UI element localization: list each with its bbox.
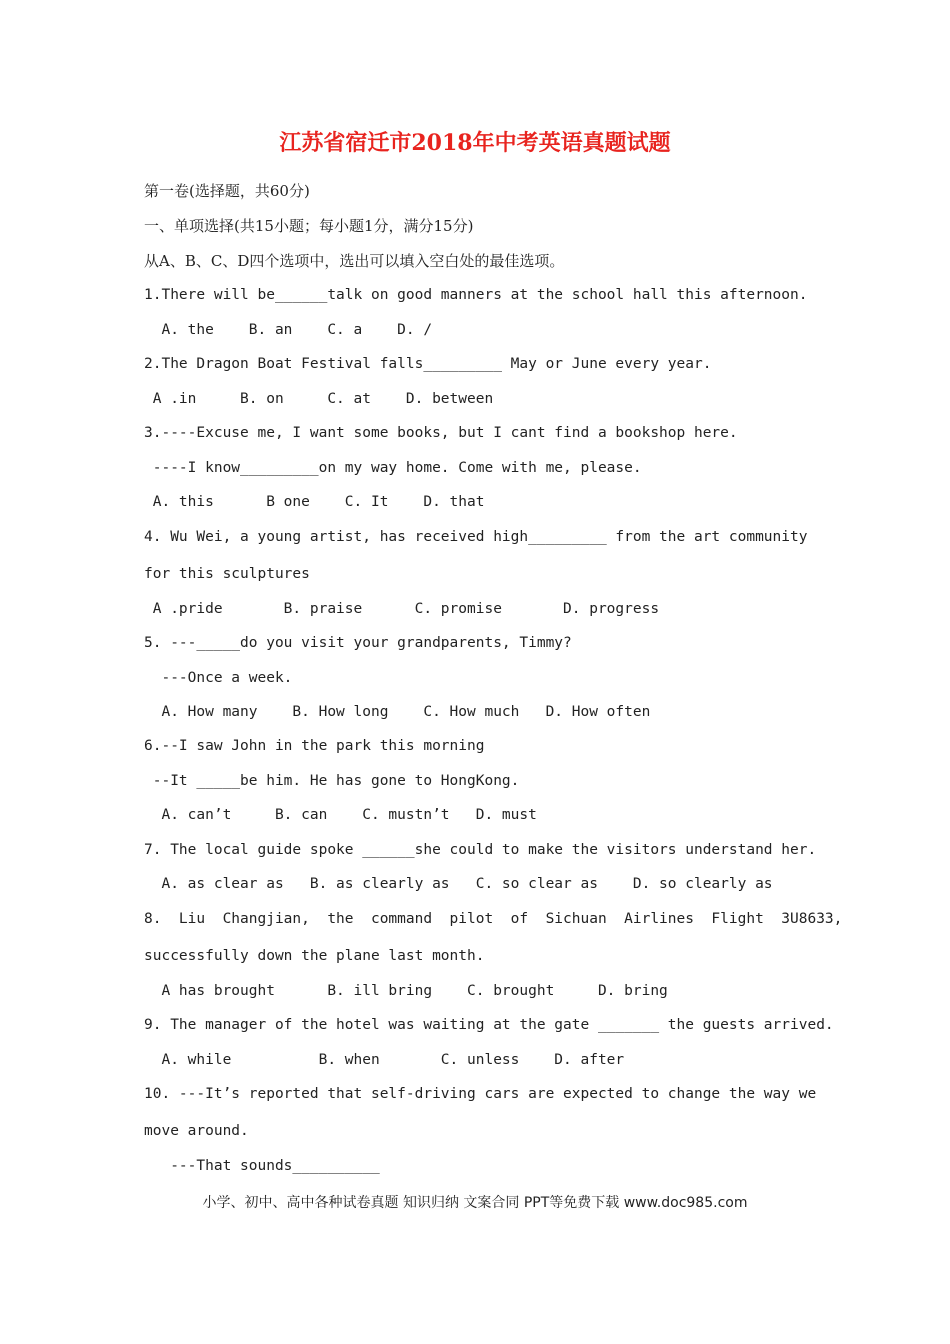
option-line: A. while B. when C. unless D. after xyxy=(144,1052,625,1068)
page-title: 江苏省宿迁市2018年中考英语真题试题 xyxy=(279,130,671,156)
option-line: A. can’t B. can C. mustn’t D. must xyxy=(144,807,537,823)
question-line: ---Once a week. xyxy=(144,670,293,686)
question-line: 2.The Dragon Boat Festival falls_________ May or June every year. xyxy=(144,356,712,372)
question-line: 8. Liu Changjian, the command pilot of Sichuan Airlines Flight 3U8633, xyxy=(144,911,843,927)
question-line: ----I know_________on my way home. Come with me, please. xyxy=(144,460,642,476)
question-line: successfully down the plane last month. xyxy=(144,948,485,964)
option-line: A has brought B. ill bring C. brought D. bring xyxy=(144,983,668,999)
question-line: 3.----Excuse me, I want some books, but I cant find a bookshop here. xyxy=(144,425,738,441)
question-line: 5. ---_____do you visit your grandparents, Timmy? xyxy=(144,635,572,651)
option-line: A. How many B. How long C. How much D. How often xyxy=(144,704,651,720)
instruction-text: 从A、B、C、D四个选项中，选出可以填入空白处的最佳选项。 xyxy=(144,252,565,270)
option-line: A .in B. on C. at D. between xyxy=(144,391,494,407)
question-line: move around. xyxy=(144,1123,249,1139)
question-line: 6.--I saw John in the park this morning xyxy=(144,738,485,754)
section-heading: 第一卷(选择题，共60分) xyxy=(144,182,310,200)
question-line: 7. The local guide spoke ______she could to make the visitors understand her. xyxy=(144,842,817,858)
question-line: 4. Wu Wei, a young artist, has received high_________ from the art community xyxy=(144,529,808,545)
question-line: 1.There will be______talk on good manners at the school hall this afternoon. xyxy=(144,287,808,303)
question-line: for this sculptures xyxy=(144,566,310,582)
option-line: A. as clear as B. as clearly as C. so clear as D. so clearly as xyxy=(144,876,773,892)
option-line: A. the B. an C. a D. / xyxy=(144,322,433,338)
option-line: A .pride B. praise C. promise D. progress xyxy=(144,601,660,617)
part-heading: 一、单项选择(共15小题；每小题1分，满分15分) xyxy=(144,217,474,235)
footer-text: 小学、初中、高中各种试卷真题 知识归纳 文案合同 PPT等免费下载 www.doc985.com xyxy=(202,1195,748,1211)
question-line: --It _____be him. He has gone to HongKong. xyxy=(144,773,520,789)
question-line: ---That sounds__________ xyxy=(144,1158,380,1174)
question-line: 9. The manager of the hotel was waiting at the gate _______ the guests arrived. xyxy=(144,1017,834,1033)
option-line: A. this B one C. It D. that xyxy=(144,494,485,510)
question-line: 10. ---It’s reported that self-driving cars are expected to change the way we xyxy=(144,1086,817,1102)
